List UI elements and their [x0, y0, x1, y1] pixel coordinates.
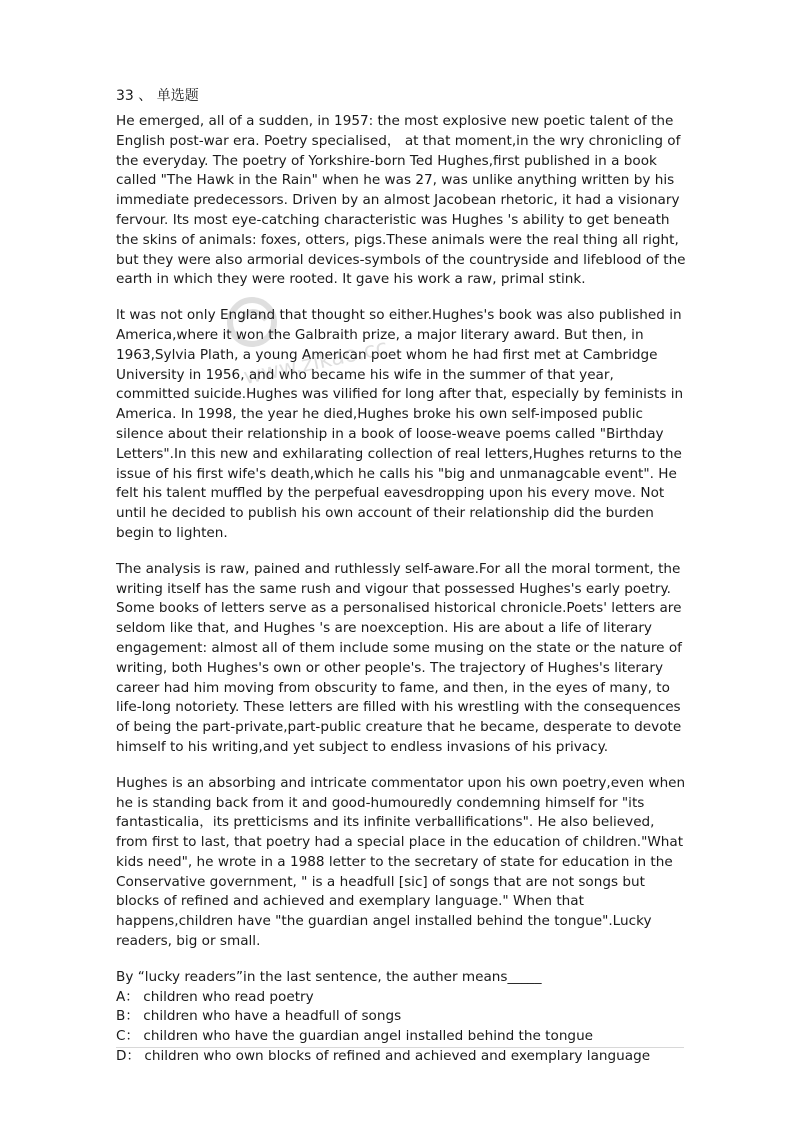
option-text: children who own blocks of refined and achieved and exemplary language: [144, 1048, 651, 1065]
option-c[interactable]: [116, 1027, 688, 1047]
passage-paragraph-2: lt was not only England that thought so either.Hughes's book was also published in America,where it won the Galbraith prize, a major literary award. But then, in 1963,Sylvia Plath, a young American poet whom he had first met at Cambridge University in 1956, and who became his wife in the summer of that year, committed suicide.Hughes was vilified for long after that, especially by feminists in America. In 1998, the year he died,Hughes broke his own self-imposed public silence about their relationship in a book of loose-weave poems called "Birthday Letters".In this new and exhilarating collection of real letters,Hughes returns to the issue of his first wife's death,which he calls his "big and unmanagcable event". He felt his talent muffled by the perpefual eavesdropping upon his every move. Not until he decided to publish his own account of their relationship did the burden begin to lighten.: [116, 307, 684, 541]
watermark-text: www.zikao.cc: [241, 335, 391, 391]
option-letter: B：: [116, 1008, 139, 1025]
passage-paragraph-1: He emerged, all of a sudden, in 1957: the most explosive new poetic talent of the English post-war era. Poetry specialised， at that moment,in the wry chronicling of the everyday. The poetry of Yorkshire-born Ted Hughes,first published in a book called "The Hawk in the Rain" when he was 27, was unlike anything written by his immediate predecessors. Driven by an almost Jacobean rhetoric, it had a visionary fervour. Its most eye-catching characteristic was Hughes 's ability to get beneath the skins of animals: foxes, otters, pigs.These animals were the real thing all right, but they were also armorial devices-symbols of the countryside and lifeblood of the earth in which they were rooted. It gave his work a raw, primal stink.: [116, 113, 686, 288]
option-letter: C：: [116, 1028, 140, 1045]
document-page: [116, 86, 688, 1067]
option-d[interactable]: [116, 1047, 688, 1067]
passage-paragraph-3: The analysis is raw, pained and ruthlessly self-aware.For all the moral torment, the writing itself has the same rush and vigour that possessed Hughes's early poetry. Some books of letters serve as a personalised historical chronicle.Poets' letters are seldom like that, and Hughes 's are noexception. His are about a life of literary engagement: almost all of them include some musing on the state or the nature of writing, both Hughes's own or other people's. The trajectory of Hughes's literary career had him moving from obscurity to fame, and then, in the eyes of many, to life-long notoriety. These letters are filled with his wrestling with the consequences of being the part-private,part-public creature that he became, desperate to devote himself to his writing,and yet subject to endless invasions of his privacy.: [116, 560, 682, 755]
option-letter: A：: [116, 988, 139, 1005]
question-stem: By “lucky readers”in the last sentence, the auther means_____: [116, 968, 542, 985]
question-header: 33 、 单选题: [116, 88, 199, 104]
option-text: children who have the guardian angel installed behind the tongue: [143, 1028, 594, 1045]
option-text: children who read poetry: [143, 988, 314, 1005]
passage-paragraph-4: Hughes is an absorbing and intricate commentator upon his own poetry,even when he is standing back from it and good-humouredly condemning himself for "its fantasticalia，its pretticisms and its infinite verballifications". He also believed, from first to last, that poetry had a special place in the education of children."What kids need", he wrote in a 1988 letter to the secretary of state for education in the Conservative government, " is a headfull [sic] of songs that are not songs but blocks of refined and achieved and exemplary language." When that happens,children have "the guardian angel installed behind the tongue".Lucky readers, big or small.: [116, 774, 686, 950]
option-letter: D：: [116, 1048, 141, 1065]
option-b[interactable]: [116, 1007, 688, 1027]
option-a[interactable]: [116, 988, 688, 1008]
bottom-divider: [116, 1047, 684, 1048]
option-text: children who have a headfull of songs: [143, 1008, 402, 1025]
